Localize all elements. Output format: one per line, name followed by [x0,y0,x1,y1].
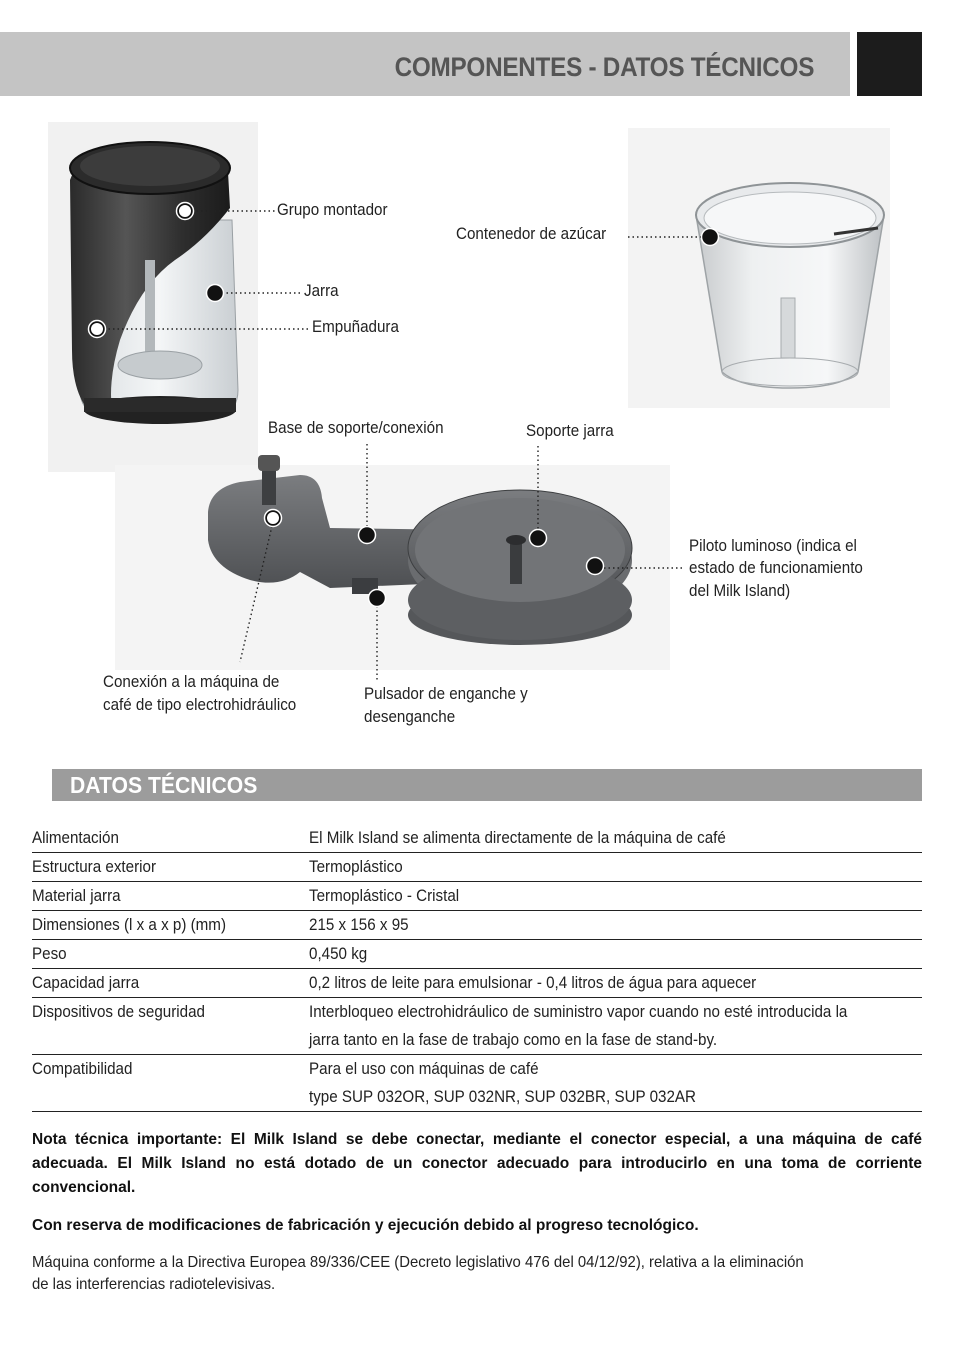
label-base-soporte: Base de soporte/conexión [268,419,444,437]
note-directive [32,1252,922,1296]
spec-value-line: 215 x 156 x 95 [309,916,409,934]
spec-label-text: Material jarra [32,887,121,905]
note-directive-line1: Máquina conforme a la Directiva Europea 89/336/CEE (Decreto legislativo 476 del 04/12/92), relativa a la eliminación [32,1254,804,1271]
callout-contenedor [702,229,719,246]
components-diagram [0,110,954,750]
spec-value-line: 0,2 litros de leite para emulsionar - 0,4 litros de água para aquecer [309,974,757,992]
table-row [32,824,922,853]
label-pulsador-2: desenganche [364,708,456,726]
label-grupo-montador: Grupo montador [277,201,388,219]
spec-label-text: Dimensiones (l x a x p) (mm) [32,916,227,934]
spec-label-text: Alimentación [32,829,119,847]
spec-value [309,911,922,939]
spec-label [32,998,309,1054]
spec-label [32,882,309,910]
spec-value [309,824,922,852]
spec-label [32,969,309,997]
spec-label-text: Capacidad jarra [32,974,140,992]
spec-value [309,940,922,968]
spec-value-line: Interbloqueo electrohidráulico de suministro vapor cuando no esté introducida la [309,1003,848,1021]
notes [32,1128,922,1296]
label-jarra: Jarra [304,282,339,300]
spec-value [309,969,922,997]
spec-value [309,998,922,1054]
sugar-container-illustration [696,183,884,388]
spec-value-line: jarra tanto en la fase de trabajo como en la fase de stand-by. [309,1031,718,1049]
label-conexion-2: café de tipo electrohidráulico [103,696,297,714]
label-piloto-2: estado de funcionamiento [689,559,863,577]
components-illustration [0,110,954,750]
spec-label [32,940,309,968]
spec-label [32,911,309,939]
label-soporte-jarra: Soporte jarra [526,422,614,440]
spec-value [309,1055,922,1111]
spec-value-line: Termoplástico - Cristal [309,887,460,905]
table-row [32,853,922,882]
section-title: DATOS TÉCNICOS [70,772,258,798]
table-row [32,969,922,998]
specs-table [32,824,922,1112]
spec-value [309,853,922,881]
page-title: COMPONENTES - DATOS TÉCNICOS [394,52,814,82]
table-row [32,1055,922,1112]
callout-soporte [530,530,547,547]
callout-pulsador [369,590,386,607]
spec-value-line: El Milk Island se alimenta directamente de la máquina de café [309,829,726,847]
spec-label-text: Estructura exterior [32,858,157,876]
spec-label-text: Peso [32,945,67,963]
callout-base [359,527,376,544]
spec-value-line: 0,450 kg [309,945,368,963]
spec-label-text: Compatibilidad [32,1060,133,1078]
table-row [32,940,922,969]
spec-value-line: Para el uso con máquinas de café [309,1060,539,1078]
label-contenedor-azucar: Contenedor de azúcar [456,225,607,243]
spec-value-line: Termoplástico [309,858,403,876]
label-piloto-1: Piloto luminoso (indica el [689,537,857,555]
note-directive-line2: de las interferencias radiotelevisivas. [32,1276,276,1293]
callout-conexion-inner [267,512,279,524]
spec-label [32,1055,309,1111]
spec-label [32,824,309,852]
spec-value [309,882,922,910]
note-important: Nota técnica importante: El Milk Island se debe conectar, mediante el conector especial, a una máquina de café adecuada. El Milk Island no está dotado de un conector adecuado para introducirlo en una toma de corriente convencional. [32,1131,922,1196]
table-row [32,911,922,940]
label-empunadura: Empuñadura [312,318,399,336]
callout-grupo-montador-inner [179,205,191,217]
spec-label-text: Dispositivos de seguridad [32,1003,205,1021]
callout-empunadura-inner [91,323,103,335]
header-page-marker [857,32,922,96]
callout-piloto [587,558,604,575]
note-reserve: Con reserva de modificaciones de fabricación y ejecución debido al progreso tecnológico. [32,1217,699,1234]
label-pulsador-1: Pulsador de enganche y [364,685,528,703]
callout-jarra [207,285,224,302]
milk-jug-illustration [70,142,238,424]
label-piloto-3: del Milk Island) [689,582,791,600]
section-header [52,769,922,801]
table-row [32,998,922,1055]
spec-value-line: type SUP 032OR, SUP 032NR, SUP 032BR, SUP 032AR [309,1088,697,1106]
label-conexion-1: Conexión a la máquina de [103,673,280,691]
spec-label [32,853,309,881]
header-band [0,32,850,96]
table-row [32,882,922,911]
